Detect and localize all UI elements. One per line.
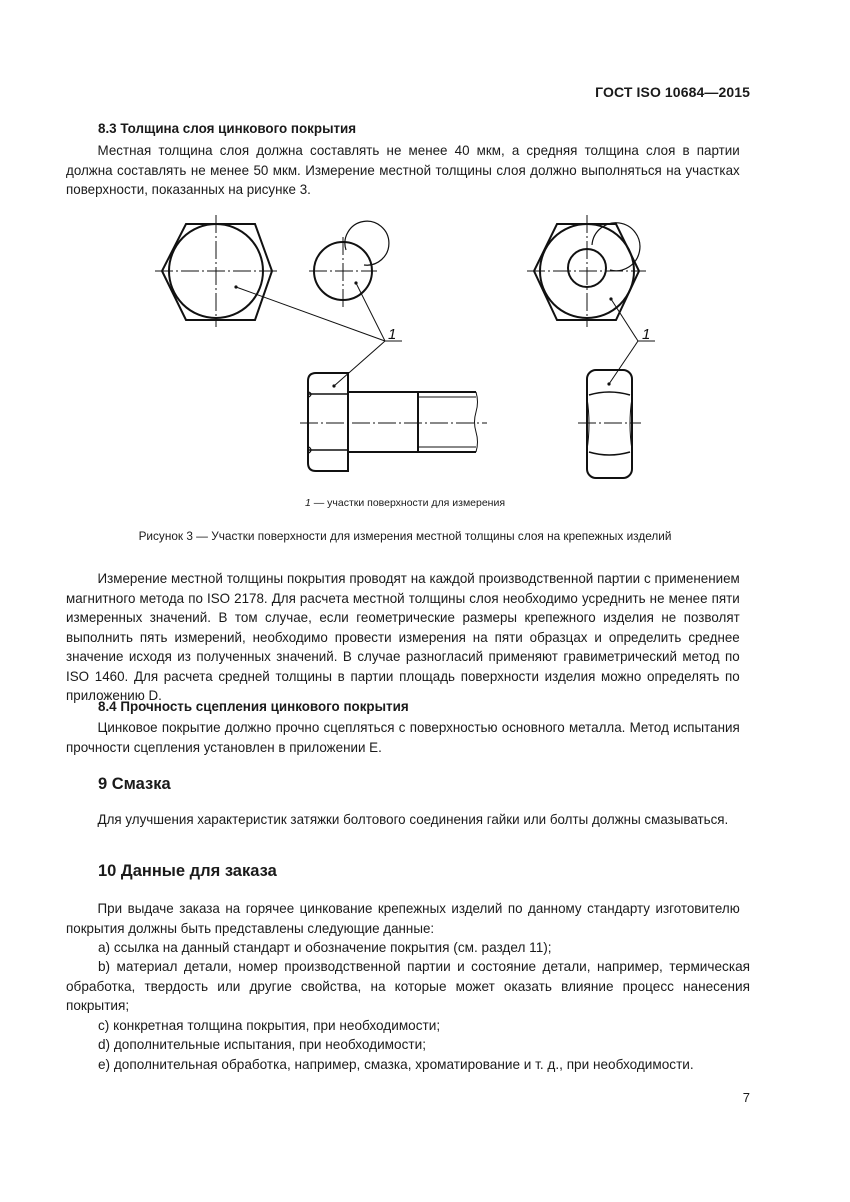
order-data-item-a: a) ссылка на данный стандарт и обозначение покрытия (см. раздел 11); bbox=[98, 940, 552, 955]
measurement-paragraph: Измерение местной толщины покрытия проводят на каждой производственной партии с применением магнитного метода по ISO 2178. Для расчета местной толщины слоя необходимо усреднить не менее пяти измеренных значений. В том случае, если геометрические размеры крепежного изделия не позволят выполнить пять измерений, необходимо провести измерения на пяти образцах и определить среднее значение исходя из полученных значений. В случае разногласий применяют гравиметрический метод по ISO 1460. Для расчета средней толщины в партии площадь поверхности изделия можно определять по приложению D. bbox=[66, 571, 740, 703]
section-8-4-heading: 8.4 Прочность сцепления цинкового покрытия bbox=[98, 699, 409, 714]
section-8-4-paragraph: Цинковое покрытие должно прочно сцепляться с поверхностью основного металла. Метод испытания прочности сцепления установлен в приложении E. bbox=[66, 720, 740, 755]
callout-dots bbox=[234, 281, 612, 387]
figure-3-drawing bbox=[140, 205, 680, 485]
order-data-item-d: d) дополнительные испытания, при необходимости; bbox=[98, 1037, 426, 1052]
figure-caption: Рисунок 3 — Участки поверхности для измерения местной толщины слоя на крепежных изделий bbox=[138, 529, 672, 543]
nut-side-view bbox=[587, 370, 632, 478]
page-number: 7 bbox=[742, 1090, 750, 1105]
document-id: ГОСТ ISO 10684—2015 bbox=[595, 84, 750, 100]
bolt-break-line bbox=[475, 392, 478, 452]
bolt-head-top-view bbox=[162, 224, 272, 320]
section-8-3-paragraph: Местная толщина слоя должна составлять не менее 40 мкм, а средняя толщина слоя в партии должна составлять не менее 50 мкм. Измерение местной толщины слоя должно выполняться на участках поверхности, показанных на рисунке 3. bbox=[66, 143, 740, 197]
figure-legend bbox=[0, 497, 810, 509]
bolt-end-view bbox=[314, 221, 389, 300]
figure-legend-number: 1 bbox=[304, 497, 311, 509]
section-10-paragraph: При выдаче заказа на горячее цинкование крепежных изделий по данному стандарту изготовителю покрытия должны быть представлены следующие данные: bbox=[66, 901, 740, 936]
nut-side-outline bbox=[587, 370, 632, 478]
callout-label-right: 1 bbox=[642, 326, 651, 343]
order-data-item-e: e) дополнительная обработка, например, смазка, хроматирование и т. д., при необходимости. bbox=[98, 1057, 694, 1072]
section-9-heading: 9 Смазка bbox=[98, 775, 171, 793]
bolt-hex-outline bbox=[162, 224, 272, 320]
section-10-heading: 10 Данные для заказа bbox=[98, 862, 277, 880]
order-data-item-c: c) конкретная толщина покрытия, при необходимости; bbox=[98, 1018, 441, 1033]
callout-label-left: 1 bbox=[388, 326, 397, 343]
figure-legend-text: — участки поверхности для измерения bbox=[310, 497, 506, 509]
section-8-3-heading: 8.3 Толщина слоя цинкового покрытия bbox=[98, 121, 357, 136]
nut-thread-arc bbox=[592, 223, 640, 271]
bolt-side-view bbox=[308, 373, 478, 471]
section-9-paragraph: Для улучшения характеристик затяжки болтового соединения гайки или болты должны смазываться. bbox=[97, 812, 729, 827]
bolt-head-side bbox=[308, 373, 348, 471]
order-data-item-b: b) материал детали, номер производственной партии и состояние детали, например, термическая обработка, твердость или другие свойства, на которые может оказать влияние процесс нанесения покрытия; bbox=[66, 959, 750, 1013]
